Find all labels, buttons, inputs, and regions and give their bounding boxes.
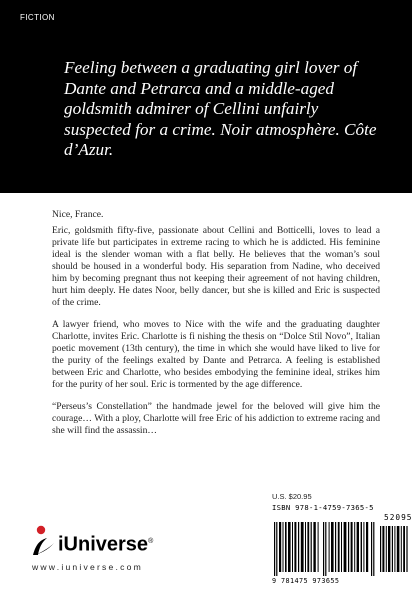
back-cover-header-band bbox=[0, 0, 412, 193]
price-code: 52095 bbox=[384, 513, 412, 522]
price-label: U.S. $20.95 bbox=[272, 492, 312, 501]
tagline: Feeling between a graduating girl lover of Dante and Petrarca and a middle-aged goldsmith admirer of Cellini unfairly suspected for a crime. Noir atmosphère. Côte d’Azur. bbox=[64, 58, 377, 160]
isbn-label: ISBN 978-1-4759-7365-5 bbox=[272, 503, 374, 512]
synopsis bbox=[52, 209, 380, 447]
publisher-logo bbox=[30, 524, 153, 558]
publisher-name bbox=[58, 531, 153, 556]
synopsis-paragraph: Nice, France. bbox=[52, 209, 104, 220]
ean-barcode-bars bbox=[272, 522, 378, 576]
publisher-name-text: iUniverse bbox=[58, 534, 149, 556]
synopsis-paragraph: Eric, goldsmith fifty-five, passionate about Cellini and Botticelli, loves to lead a private life but participates in extreme racing to which he is addicted. His feminine ideal is the slender woman with a flat belly. He believes that the woman’s soul should be housed in a wonderful body. His separation from Nadine, who deceived him by becoming pregnant thus not keeping their agreement of not having children, hurt him deeply. He dates Noor, belly dancer, but she is killed and Eric is suspected of the crime. bbox=[52, 225, 380, 308]
price-addon-barcode-bars bbox=[380, 522, 410, 572]
publisher-website: www.iuniverse.com bbox=[32, 562, 143, 572]
iuniverse-swoosh-icon bbox=[30, 524, 56, 558]
synopsis-paragraph: “Perseus’s Constellation” the handmade jewel for the beloved will give him the courage… With a ploy, Charlotte will free Eric of his addiction to extreme racing and she will find the assassin… bbox=[52, 401, 380, 436]
registered-mark: ® bbox=[148, 538, 154, 546]
category-label: FICTION bbox=[20, 13, 55, 22]
barcode-digits: 9 781475 973655 bbox=[272, 577, 340, 585]
synopsis-paragraph: A lawyer friend, who moves to Nice with the wife and the graduating daughter Charlotte, invites Eric. Charlotte is fi nishing the thesis on “Dolce Stil Novo”, Italian poetic movement (13th century), the time in which she would have liked to live for the purity of the feelings exalted by Dante and Petrarca. A feeling is established between Eric and Charlotte, who besides embodying the feminine ideal, strikes him for the purity of her soul. Eric is tormented by the age difference. bbox=[52, 319, 380, 390]
